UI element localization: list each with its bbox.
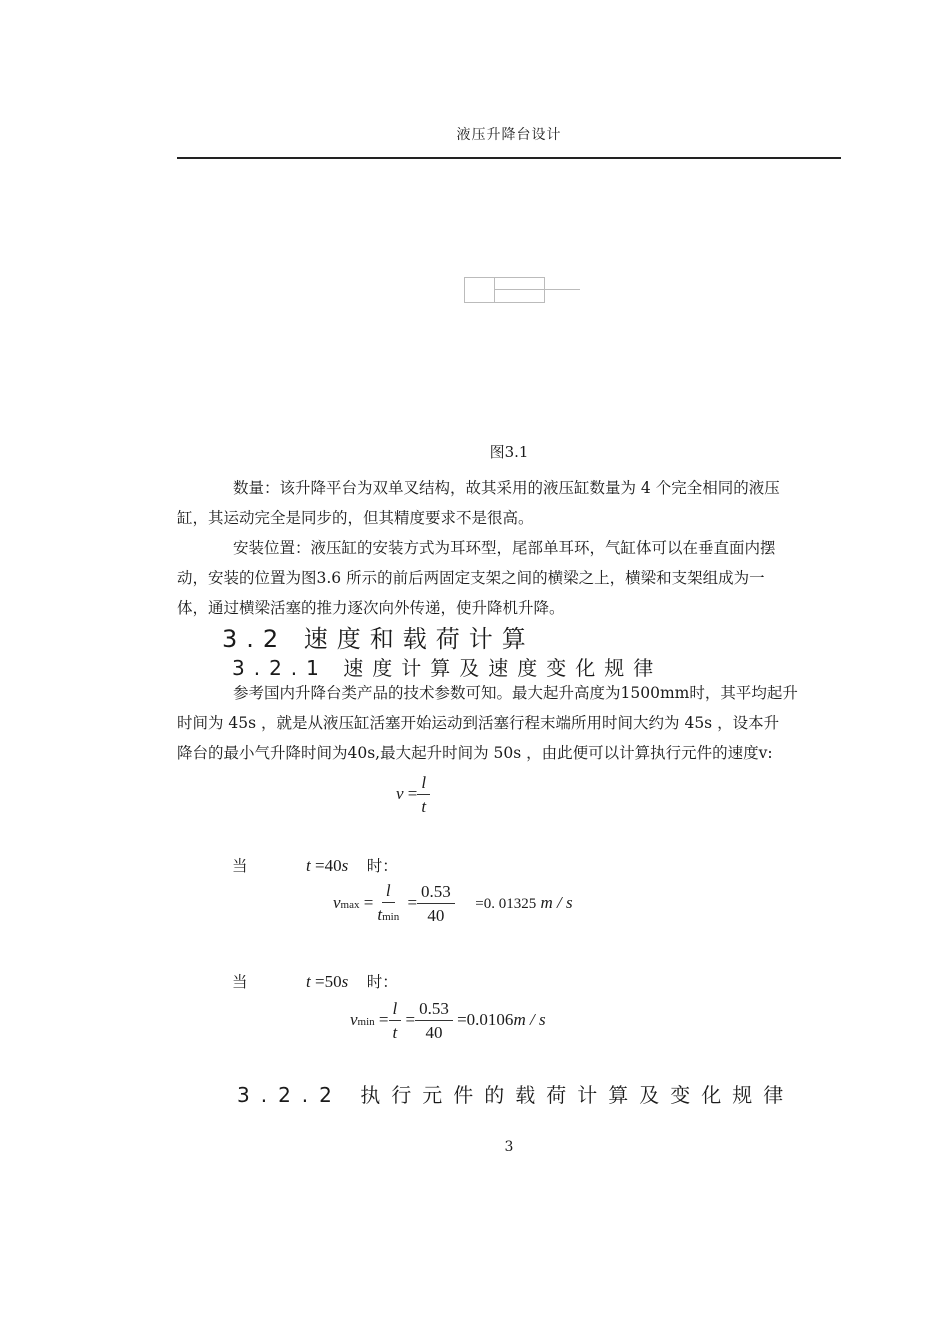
formula-eq: =	[405, 1009, 416, 1029]
denominator-subscript: min	[382, 911, 400, 923]
page-number: 3	[504, 1139, 514, 1155]
figure-3-1	[464, 276, 584, 310]
case-t-50	[232, 970, 398, 992]
text-line: 体，通过横梁活塞的推力逐次向外传递，使升降机升降。	[177, 599, 565, 617]
formula-eq: =	[407, 892, 418, 912]
fraction-denominator: 40	[427, 906, 445, 925]
text-line: 安装位置：液压缸的安装方式为耳环型，尾部单耳环，气缸体可以在垂直面内摆	[233, 539, 776, 557]
fraction-denominator: 40	[425, 1023, 443, 1042]
section-heading-3-2: 3.2 速度和载荷计算	[222, 625, 535, 653]
formula-fraction	[417, 883, 455, 925]
case-when: 当	[232, 974, 248, 991]
fraction-numerator: l	[417, 774, 430, 795]
formula-var: v	[350, 1009, 358, 1029]
text-line: 时间为 45s ，就是从液压缸活塞开始运动到活塞行程末端所用时间大约为 45s ，设本升	[177, 714, 780, 732]
formula-unit: m / s	[540, 892, 573, 912]
text-line: 降台的最小气升降时间为40s,最大起升时间为 50s ，由此便可以计算执行元件的速度v:	[177, 744, 773, 762]
text-line: 数量：该升降平台为双单叉结构，故其采用的液压缸数量为 4 个完全相同的液压	[233, 479, 780, 497]
formula-eq: =	[363, 892, 374, 912]
case-t-unit: s	[341, 856, 349, 875]
fraction-numerator: 0.53	[415, 1000, 453, 1021]
text-line: 缸，其运动完全是同步的，但其精度要求不是很高。	[177, 509, 534, 527]
case-t-40	[232, 854, 398, 876]
formula-fraction	[415, 1000, 453, 1042]
formula-vmax	[333, 882, 573, 926]
formula-subscript: max	[340, 898, 360, 911]
case-when: 当	[232, 858, 248, 875]
fraction-denominator: t	[421, 797, 427, 816]
fraction-numerator: l	[389, 1000, 402, 1021]
text-line: 参考国内升降台类产品的技术参数可知。最大起升高度为1500mm时，其平均起升	[233, 684, 798, 702]
formula-var: v	[396, 783, 404, 803]
fraction-denominator: t	[392, 1023, 398, 1042]
paragraph-speed-reference	[177, 678, 841, 768]
formula-unit: m / s	[513, 1009, 546, 1029]
subsection-heading-3-2-2: 3.2.2 执行元件的载荷计算及变化规律	[237, 1083, 795, 1107]
formula-fraction	[389, 1000, 402, 1042]
case-t-var: t	[306, 856, 311, 875]
case-t-unit: s	[341, 972, 349, 991]
text-line: 动，安装的位置为图3.6 所示的前后两固定支架之间的横梁之上，横梁和支架组成为一	[177, 569, 765, 587]
case-t-value: =40	[315, 856, 342, 875]
fraction-numerator: 0.53	[417, 883, 455, 904]
case-t-var: t	[306, 972, 311, 991]
denominator-var: t	[377, 905, 383, 924]
paragraph-installation	[177, 533, 841, 623]
fraction-numerator: l	[382, 882, 395, 903]
figure-caption: 图3.1	[489, 443, 529, 461]
formula-fraction	[373, 882, 403, 926]
subsection-heading-3-2-1: 3.2.1 速度计算及速度变化规律	[232, 656, 663, 680]
formula-subscript: min	[357, 1015, 375, 1028]
formula-var: v	[333, 892, 341, 912]
formula-result: =0.0106	[457, 1009, 514, 1029]
formula-eq: =	[407, 783, 418, 803]
running-header: 液压升降台设计	[456, 127, 562, 143]
formula-eq: =	[378, 1009, 389, 1029]
header-rule	[177, 157, 841, 159]
formula-fraction	[417, 774, 430, 816]
case-shi: 时：	[366, 858, 398, 875]
fraction-denominator	[373, 903, 403, 926]
figure-drawing	[464, 276, 584, 306]
case-t-value: =50	[315, 972, 342, 991]
formula-speed	[396, 774, 430, 816]
formula-result: =0. 01325	[475, 895, 537, 912]
formula-vmin	[350, 1000, 546, 1042]
case-shi: 时：	[366, 974, 398, 991]
paragraph-quantity	[177, 473, 841, 533]
